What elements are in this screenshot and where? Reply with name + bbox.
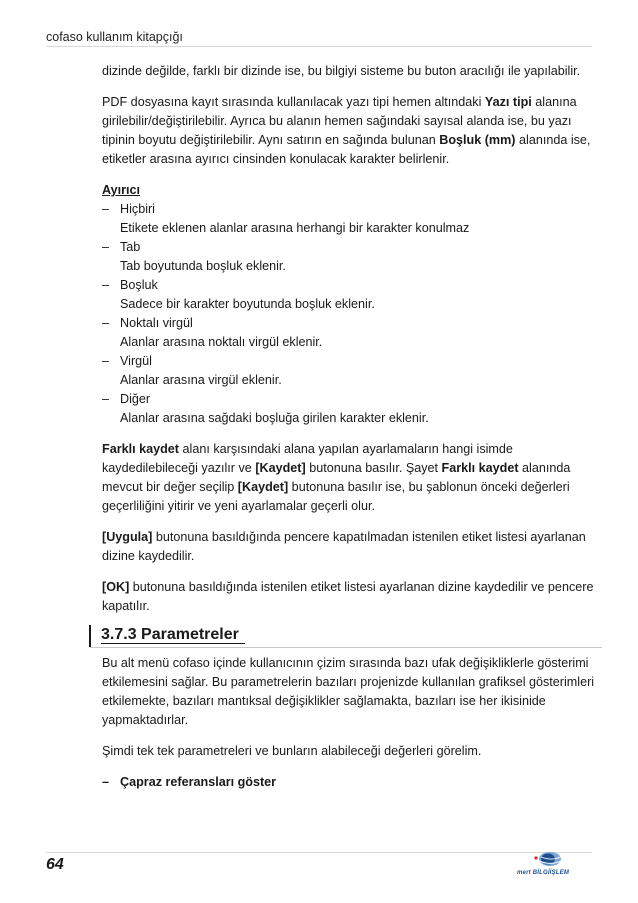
- text-run: alanında mevcut bir değer seçilip: [102, 461, 571, 494]
- separator-list: [102, 200, 602, 428]
- list-item: [102, 276, 602, 314]
- item-description: Sadece bir karakter boyutunda boşluk eklenir.: [120, 297, 375, 311]
- logo-wordmark: [517, 870, 569, 876]
- text-run: butonuna basılır. Şayet: [305, 461, 442, 475]
- text-run: butonuna basıldığında pencere kapatılmadan istenilen etiket listesi ayarlanan dizine kaydedilir.: [102, 530, 586, 563]
- item-name: Boşluk: [120, 278, 158, 292]
- item-name: Noktalı virgül: [120, 316, 193, 330]
- footer-divider: [46, 852, 592, 853]
- paragraph-directory: dizinde değilde, farklı bir dizinde ise, bu bilgiyi sisteme bu buton aracılığı ile yapılabilir.: [102, 64, 581, 78]
- field-name-save-as: Farklı kaydet: [441, 461, 519, 475]
- parameter-bullet: [102, 773, 602, 792]
- field-name-save-as: Farklı kaydet: [102, 442, 180, 456]
- header-divider: [46, 46, 592, 47]
- text-run: alanı karşısındaki alana yapılan ayarlamaların hangi isimde kaydedilebileceği yazılır ve: [102, 442, 513, 475]
- paragraph-save-as: [102, 440, 602, 516]
- text-run: PDF dosyasına kayıt sırasında kullanılacak yazı tipi hemen altındaki: [102, 95, 485, 109]
- button-ref-save: [Kaydet]: [237, 480, 289, 494]
- item-description: Alanlar arasına sağdaki boşluğa girilen karakter eklenir.: [120, 411, 429, 425]
- dash-marker: –: [102, 240, 110, 254]
- item-name: Diğer: [120, 392, 151, 406]
- dash-marker: –: [102, 278, 110, 292]
- list-item: [102, 352, 602, 390]
- running-header: cofaso kullanım kitapçığı: [46, 30, 183, 44]
- logo-word-a: mert: [517, 870, 531, 876]
- paragraph-font: [102, 93, 602, 169]
- section-title: 3.7.3 Parametreler: [101, 626, 245, 644]
- field-name-spacing: Boşluk (mm): [439, 133, 516, 147]
- section-heading: [101, 625, 602, 647]
- text-run: alanına girilebilir/değiştirilebilir. Ayrıca bu alanın hemen sağındaki sayısal alanda ise, bu yazı tipinin boyutu değiştirilebilir. Aynı satırın en sağında bulunan: [102, 95, 577, 147]
- item-description: Etikete eklenen alanlar arasına herhangi bir karakter konulmaz: [120, 221, 470, 235]
- text-run: butonuna basıldığında istenilen etiket listesi ayarlanan dizine kaydedilir ve pencere kapatılır.: [102, 580, 594, 613]
- paragraph-apply: [102, 528, 602, 566]
- list-item: [102, 314, 602, 352]
- paragraph-parameters-intro: Bu alt menü cofaso içinde kullanıcının çizim sırasında bazı ufak değişikliklerle gösterimi etkilemesini sağlar. Bu parametrelerin bazıları projenizde kullanılan grafiksel gösterimleri etkilemekte, bazıları mantıksal değişiklikler sağlamakta, bazıları ise her ikisinide yapmaktadırlar.: [102, 656, 595, 727]
- text-run: alanında ise, etiketler arasına ayırıcı cinsinden konulacak karakter belirlenir.: [102, 133, 591, 166]
- paragraph-ok: [102, 578, 602, 616]
- list-item: [102, 238, 602, 276]
- dash-marker: –: [102, 316, 110, 330]
- heading-side-bar: [89, 625, 91, 647]
- dash-marker: –: [102, 202, 110, 216]
- button-ref-ok: [OK]: [102, 580, 130, 594]
- item-name: Hiçbiri: [120, 202, 155, 216]
- dash-marker: –: [102, 354, 110, 368]
- text-run: butonuna basılır ise, bu şablonun önceki değerleri geçerliliğini yitirir ve yeni ayarlamalar geçerli olur.: [102, 480, 570, 513]
- logo-word-b: BİLGİİŞLEM: [532, 870, 570, 876]
- button-ref-apply: [Uygula]: [102, 530, 153, 544]
- list-item: [102, 200, 602, 238]
- item-name: Tab: [120, 240, 141, 254]
- separator-title: Ayırıcı: [102, 183, 141, 197]
- button-ref-save: [Kaydet]: [255, 461, 306, 475]
- page-content: [102, 62, 602, 792]
- heading-divider: [90, 647, 602, 648]
- dash-marker: –: [102, 775, 110, 789]
- parameter-name: Çapraz referansları göster: [120, 775, 277, 789]
- item-description: Tab boyutunda boşluk eklenir.: [120, 259, 286, 273]
- paragraph-parameters-list: Şimdi tek tek parametreleri ve bunların alabileceği değerleri görelim.: [102, 744, 482, 758]
- dash-marker: –: [102, 392, 110, 406]
- item-description: Alanlar arasına virgül eklenir.: [120, 373, 282, 387]
- page-number: 64: [46, 856, 64, 873]
- item-name: Virgül: [120, 354, 152, 368]
- item-description: Alanlar arasına noktalı virgül eklenir.: [120, 335, 323, 349]
- field-name-font: Yazı tipi: [484, 95, 532, 109]
- list-item: [102, 390, 602, 428]
